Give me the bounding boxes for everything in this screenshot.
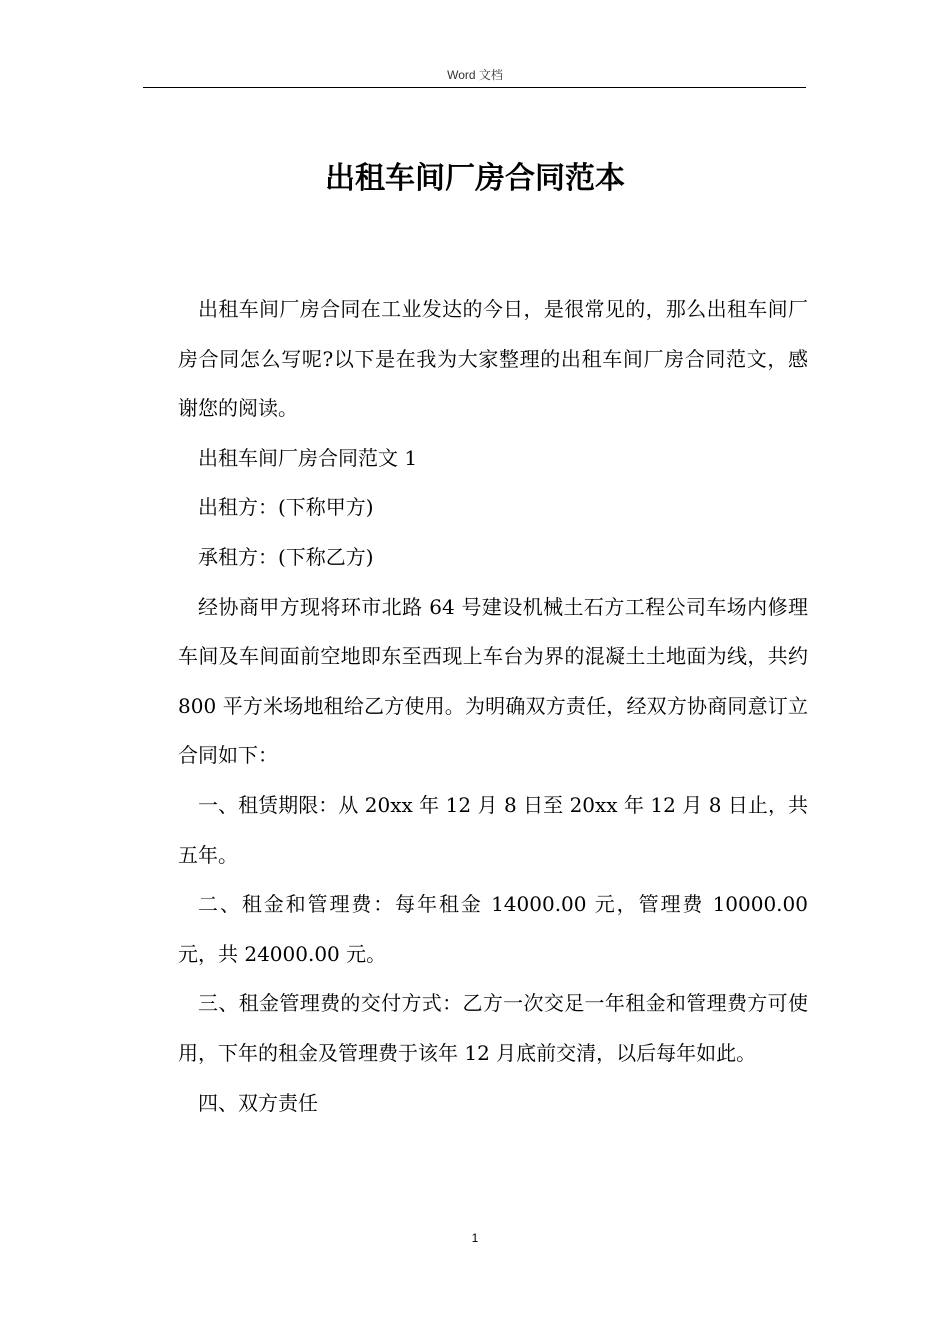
page-number: 1 [471,1231,479,1245]
page-header-label: Word 文档 [447,68,503,82]
paragraph-premises: 经协商甲方现将环市北路 64 号建设机械土石方工程公司车场内修理车间及车间面前空地即东至西现上车台为界的混凝土土地面为线，共约 800 平方米场地租给乙方使用。为明确双方责任，经双方协商同意订立合同如下： [178,594,808,768]
paragraph-responsibilities: 四、双方责任 [198,1090,318,1115]
paragraph-lessee: 承租方：(下称乙方) [198,544,374,569]
paragraph-section-heading: 出租车间厂房合同范文 1 [198,445,418,470]
paragraph-lessor: 出租方：(下称甲方) [198,495,374,520]
document-body [178,285,808,1128]
paragraph-rent-fees: 二、租金和管理费：每年租金 14000.00 元，管理费 10000.00 元，共 24000.00 元。 [178,892,808,966]
paragraph-payment-method: 三、租金管理费的交付方式：乙方一次交足一年租金和管理费方可使用，下年的租金及管理费于该年 12 月底前交清，以后每年如此。 [178,991,808,1065]
paragraph-intro: 出租车间厂房合同在工业发达的今日，是很常见的，那么出租车间厂房合同怎么写呢?以下是在我为大家整理的出租车间厂房合同范文，感谢您的阅读。 [178,297,808,421]
paragraph-lease-term: 一、租赁期限：从 20xx 年 12 月 8 日至 20xx 年 12 月 8 日止，共五年。 [178,792,808,867]
header-divider [143,87,806,88]
document-title: 出租车间厂房合同范本 [325,161,625,196]
